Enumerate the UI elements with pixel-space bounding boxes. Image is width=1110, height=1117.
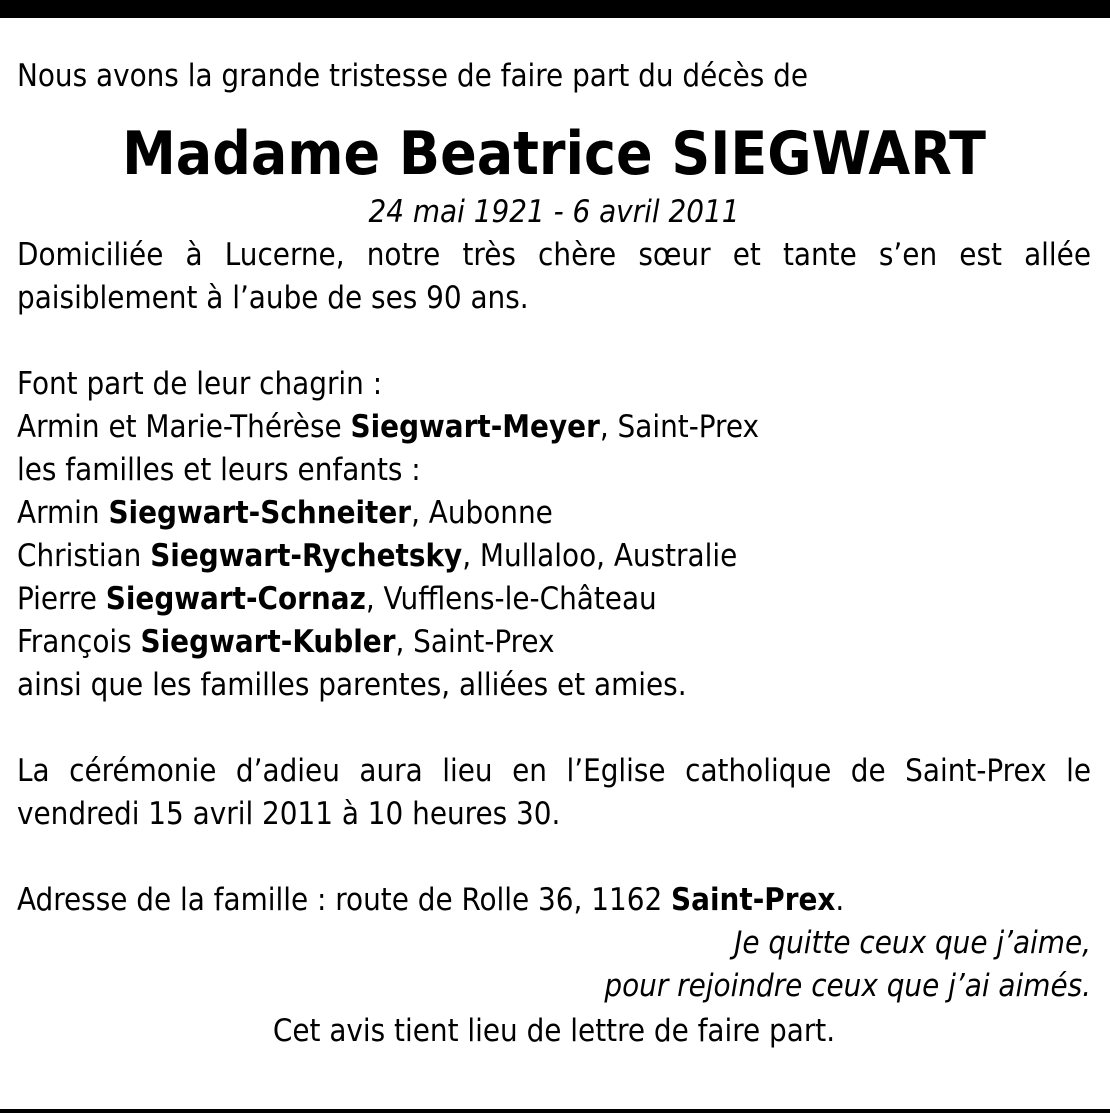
quote-line-1: Je quitte ceux que j’aime, (734, 925, 1091, 961)
mourner-given: Armin (17, 495, 109, 531)
mourner-place: , Aubonne (411, 495, 553, 531)
spacer (17, 320, 1091, 363)
mourner-surname: Siegwart-Schneiter (108, 495, 412, 531)
relatives-line: ainsi que les familles parentes, alliées et amies. (17, 667, 687, 703)
farewell-quote (17, 922, 1091, 1008)
mourner-given: Christian (17, 538, 151, 574)
closing-note: Cet avis tient lieu de lettre de faire part. (272, 1013, 836, 1049)
mourner-given: Pierre (17, 581, 106, 617)
mourner-surname: Siegwart-Kubler (140, 624, 396, 660)
families-heading: les familles et leurs enfants : (17, 452, 421, 488)
mourner-place: , Mullaloo, Australie (462, 538, 738, 574)
mourner-given: François (17, 624, 141, 660)
ceremony-paragraph (17, 750, 1091, 836)
mourner-place: , Saint-Prex (599, 409, 759, 445)
mourner-line (17, 621, 1091, 664)
bottom-border-rule (0, 1109, 1110, 1113)
family-address (17, 879, 1091, 922)
quote-line-2: pour rejoindre ceux que j’ai aimés. (604, 968, 1091, 1004)
deceased-name: Madame Beatrice SIEGWART (122, 119, 986, 189)
mourner-surname: Siegwart-Cornaz (105, 581, 366, 617)
address-prefix: Adresse de la famille : route de Rolle 36, 1162 (17, 882, 672, 918)
mourner-surname: Siegwart-Meyer (350, 409, 600, 445)
life-dates: 24 mai 1921 - 6 avril 2011 (368, 194, 740, 230)
top-border-rule (0, 0, 1110, 18)
intro-text: Nous avons la grande tristesse de faire part du décès de (17, 58, 808, 94)
ceremony-line-2: vendredi 15 avril 2011 à 10 heures 30. (17, 796, 561, 832)
obituary-notice (17, 55, 1091, 1053)
mourner-line (17, 578, 1091, 621)
residence-paragraph (17, 234, 1091, 320)
spacer (17, 707, 1091, 750)
ceremony-line-1: La cérémonie d’adieu aura lieu en l’Eglise catholique de Saint-Prex le (17, 753, 1091, 789)
residence-line-1: Domiciliée à Lucerne, notre très chère sœur et tante s’en est allée (17, 237, 1091, 273)
address-town: Saint-Prex (671, 882, 836, 918)
mourner-given: Armin et Marie-Thérèse (17, 409, 351, 445)
spacer (17, 836, 1091, 879)
mourner-place: , Saint-Prex (395, 624, 555, 660)
mourner-line (17, 492, 1091, 535)
mourner-surname: Siegwart-Rychetsky (150, 538, 463, 574)
address-suffix: . (835, 882, 845, 918)
mourner-line (17, 406, 1091, 449)
mourner-place: , Vufflens-le-Château (365, 581, 657, 617)
mourners-heading: Font part de leur chagrin : (17, 366, 383, 402)
residence-line-2: paisiblement à l’aube de ses 90 ans. (17, 280, 529, 316)
mourners-list (17, 363, 1091, 707)
mourner-line (17, 535, 1091, 578)
